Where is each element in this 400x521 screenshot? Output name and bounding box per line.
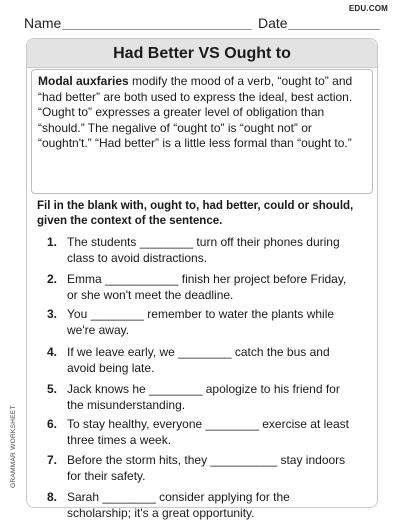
question-number: 2. xyxy=(47,272,58,286)
question-text[interactable]: Before the storm hits, they __________ stay indoors for their safety. xyxy=(67,453,346,483)
instructions: Fil in the blank with, ought to, had better, could or should, given the context of the sentence. xyxy=(37,200,354,227)
question-number: 7. xyxy=(47,453,58,467)
name-field[interactable] xyxy=(62,29,252,30)
question-text[interactable]: Jack knows he ________ apologize to his friend for the misunderstanding. xyxy=(67,382,340,412)
question-text[interactable]: To stay healthy, everyone ________ exercise at least three times a week. xyxy=(67,417,349,447)
side-label: GRAMMAR WORKSHEET xyxy=(10,405,17,488)
question-number: 3. xyxy=(47,307,58,321)
question-text[interactable]: Emma ___________ finish her project before Friday, or she won't meet the deadline. xyxy=(67,272,347,302)
question-text[interactable]: If we leave early, we ________ catch the bus and avoid being late. xyxy=(67,345,330,375)
name-label: Name xyxy=(24,15,62,31)
question-number: 5. xyxy=(47,382,58,396)
brand-logo: EDU.COM xyxy=(348,4,388,13)
question-number: 4. xyxy=(47,345,58,359)
question-text[interactable]: Sarah ________ consider applying for the scholarship; it's a great opportunity. xyxy=(67,490,290,520)
worksheet-card xyxy=(26,38,378,520)
date-field[interactable] xyxy=(288,29,380,30)
question-number: 8. xyxy=(47,490,58,504)
info-box xyxy=(31,69,373,194)
question-text[interactable]: You ________ remember to water the plants while we're away. xyxy=(67,307,335,337)
info-term: Modal auxfaries xyxy=(38,74,129,88)
question-number: 1. xyxy=(47,235,58,249)
question-number: 6. xyxy=(47,417,58,431)
worksheet-title: Had Better VS Ought to xyxy=(27,39,377,68)
info-text: modify the mood of a verb, “ought to” and “had better” are both used to express the ideal, best action. “Ought to” expresses a greater level of obligation than “should.” The negalive of “ought to” is “ought not” or “oughtn't.” “Had better” is a little less formal than “ought to.” xyxy=(38,74,353,151)
date-label: Date xyxy=(258,15,288,31)
header xyxy=(0,0,400,40)
question-text[interactable]: The students ________ turn off their phones during class to avoid distractions. xyxy=(67,235,340,265)
